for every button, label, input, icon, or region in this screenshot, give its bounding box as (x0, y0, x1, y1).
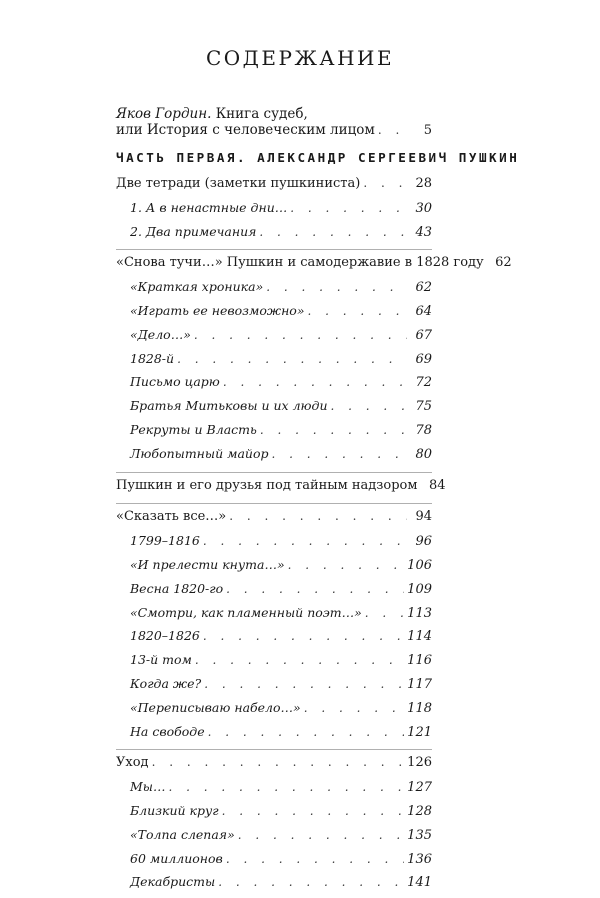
dot-leader (195, 653, 404, 667)
toc-entry-page: 67 (415, 327, 432, 343)
dot-leader (272, 447, 407, 461)
toc-entry-page: 96 (415, 534, 432, 550)
intro-title-line-2: или История с человеческим лицом (116, 122, 375, 138)
toc-entry[interactable] (116, 533, 432, 557)
toc-entry-title: 1799–1816 (130, 533, 200, 549)
toc-entry[interactable] (116, 422, 432, 446)
toc-entry-title: «Толпа слепая» (130, 826, 235, 842)
toc-entry-page: 78 (415, 422, 432, 438)
toc-entry-page: 80 (415, 446, 432, 462)
toc-entry[interactable] (116, 803, 432, 827)
toc-entry-page: 72 (415, 375, 432, 391)
section-divider (116, 503, 432, 504)
toc-entry-page: 43 (415, 224, 432, 240)
dot-leader (218, 875, 404, 889)
dot-leader (194, 328, 407, 342)
toc-entry-page: 116 (407, 653, 432, 669)
toc-entry-page: 113 (407, 605, 432, 621)
toc-entry-page: 127 (407, 780, 432, 796)
toc-entry[interactable] (116, 851, 432, 875)
toc-list (116, 176, 512, 898)
toc-entry-title: Братья Митьковы и их люди (130, 398, 328, 414)
toc-entry[interactable] (116, 724, 432, 748)
toc-entry[interactable] (116, 652, 432, 676)
intro-author: Яков Гордин. (116, 106, 212, 122)
toc-entry-page: 94 (415, 509, 432, 525)
dot-leader (266, 280, 407, 294)
toc-entry[interactable] (116, 255, 512, 279)
toc-entry-page: 121 (407, 724, 432, 740)
dot-leader (226, 582, 404, 596)
toc-entry[interactable] (116, 477, 446, 502)
toc-entry-page: 136 (407, 851, 432, 867)
toc-entry-page: 118 (407, 700, 432, 716)
toc-entry-title: 60 миллионов (130, 850, 223, 866)
dot-leader (307, 304, 407, 318)
toc-entry[interactable] (116, 279, 432, 303)
toc-entry-page: 62 (495, 255, 512, 271)
intro-entry[interactable] (116, 106, 432, 139)
dot-leader (259, 225, 407, 239)
dot-leader (363, 176, 407, 190)
toc-entry[interactable] (116, 351, 432, 375)
toc-entry-title: «Дело…» (130, 326, 191, 342)
dot-leader (203, 629, 404, 643)
toc-entry[interactable] (116, 827, 432, 851)
toc-entry[interactable] (116, 224, 432, 248)
toc-entry-page: 126 (407, 755, 432, 771)
toc-entry-title: Декабристы (130, 874, 216, 890)
toc-entry-page: 141 (407, 875, 432, 891)
toc-entry-title: «Переписываю набело…» (130, 699, 301, 715)
toc-entry-page: 106 (407, 557, 432, 573)
dot-leader (223, 375, 407, 389)
toc-entry-title: «Играть ее невозможно» (130, 302, 305, 318)
toc-entry-page: 28 (415, 176, 432, 191)
dot-leader (177, 352, 407, 366)
toc-entry-title: Уход (116, 755, 149, 771)
toc-entry[interactable] (116, 874, 432, 898)
toc-entry-title: 1. А в ненастные дни… (130, 199, 288, 215)
intro-page-number: 5 (423, 123, 432, 138)
toc-entry[interactable] (116, 557, 432, 581)
toc-entry-page: 135 (407, 827, 432, 843)
toc-entry[interactable] (116, 303, 432, 327)
toc-entry-title: Пушкин и его друзья под тайным надзором (116, 477, 418, 493)
toc-entry-title: «Снова тучи…» Пушкин и самодержавие в 1828 году (116, 255, 484, 271)
toc-entry[interactable] (116, 700, 432, 724)
dot-leader (304, 701, 404, 715)
toc-entry-title: «И прелести кнута…» (130, 556, 285, 572)
dot-leader (260, 423, 407, 437)
intro-line-1 (116, 106, 432, 122)
toc-entry[interactable] (116, 446, 432, 470)
toc-entry[interactable] (116, 509, 432, 533)
toc-entry-title: Любопытный майор (130, 445, 269, 461)
toc-entry[interactable] (116, 628, 432, 652)
dot-leader (290, 201, 407, 215)
intro-line-2 (116, 122, 432, 139)
toc-entry-page: 75 (415, 399, 432, 415)
toc-entry-title: «Сказать все…» (116, 509, 227, 525)
toc-entry-title: Мы… (130, 779, 166, 795)
dot-leader (288, 558, 405, 572)
toc-entry-page: 30 (415, 200, 432, 216)
toc-entry-title: Две тетради (заметки пушкиниста) (116, 176, 361, 191)
intro-title-line-1: Книга судеб, (215, 106, 308, 122)
toc-entry[interactable] (116, 581, 432, 605)
dot-leader (204, 677, 404, 691)
toc-entry[interactable] (116, 779, 432, 803)
toc-entry-title: 1828-й (130, 350, 175, 366)
page-title: СОДЕРЖАНИЕ (205, 46, 395, 70)
toc-entry-title: «Краткая хроника» (130, 279, 264, 295)
dot-leader (222, 804, 405, 818)
toc-entry[interactable] (116, 374, 432, 398)
toc-entry-page: 69 (415, 351, 432, 367)
toc-entry[interactable] (116, 327, 432, 351)
dot-leader (203, 534, 407, 548)
section-divider (116, 472, 432, 473)
toc-entry[interactable] (116, 200, 432, 224)
dot-leader (238, 828, 404, 842)
toc-entry[interactable] (116, 676, 432, 700)
toc-entry-title: Рекруты и Власть (130, 421, 257, 437)
toc-entry[interactable] (116, 398, 432, 422)
toc-entry-page: 109 (407, 581, 432, 597)
toc-entry-title: Когда же? (130, 675, 202, 691)
toc-entry-page: 64 (415, 303, 432, 319)
part-title: ЧАСТЬ ПЕРВАЯ. АЛЕКСАНДР СЕРГЕЕВИЧ ПУШКИН (116, 150, 520, 165)
dot-leader (168, 780, 404, 794)
toc-entry-title: 2. Два примечания (130, 223, 257, 239)
dot-leader (365, 606, 404, 620)
toc-entry-page: 84 (428, 477, 446, 493)
toc-entry[interactable] (116, 755, 432, 779)
toc-entry-title: 1820–1826 (130, 628, 200, 644)
toc-entry[interactable] (116, 605, 432, 629)
toc-entry-page: 114 (407, 629, 432, 645)
dot-leader (208, 725, 405, 739)
toc-entry-title: На свободе (130, 723, 205, 739)
dot-leader (331, 399, 407, 413)
dot-leader (229, 509, 407, 523)
toc-entry-title: Весна 1820-го (130, 580, 224, 596)
toc-entry-title: 13-й том (130, 652, 192, 668)
dot-leader (226, 852, 404, 866)
toc-entry-page: 128 (407, 803, 432, 819)
dot-leader (152, 755, 405, 769)
toc-entry-title: Близкий круг (130, 802, 219, 818)
dot-leader (378, 122, 407, 138)
toc-entry-title: «Смотри, как пламенный поэт…» (130, 604, 362, 620)
section-divider (116, 249, 432, 250)
toc-entry-page: 117 (407, 676, 432, 692)
toc-entry-title: Письмо царю (130, 374, 220, 390)
toc-entry[interactable] (116, 176, 432, 200)
toc-entry-page: 62 (415, 280, 432, 296)
